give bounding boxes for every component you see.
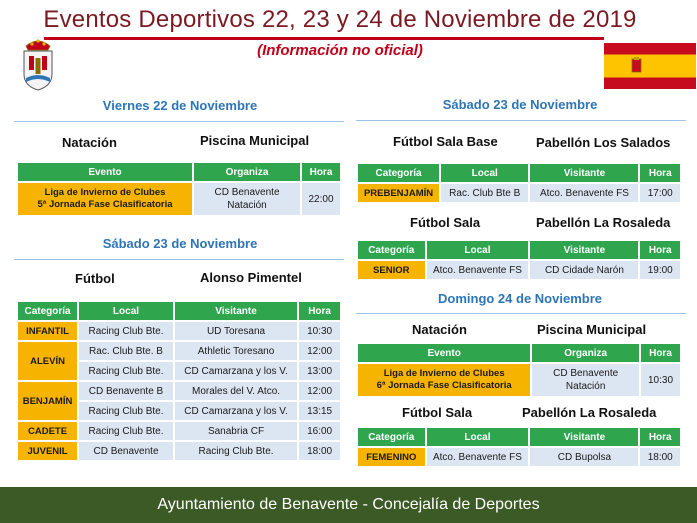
- column-header-category: Categoría: [358, 241, 425, 259]
- column-header-time: Hora: [640, 428, 680, 446]
- sunday-swim-sport-label: Natación: [412, 322, 467, 337]
- page-title: Eventos Deportivos 22, 23 y 24 de Noviembre de 2019: [43, 6, 637, 33]
- column-header-local: Local: [427, 241, 529, 259]
- futsal-sport-label: Fútbol Sala: [410, 215, 481, 230]
- column-header-local: Local: [441, 164, 528, 182]
- column-header-category: Categoría: [358, 164, 439, 182]
- sunday-futsal-table: [356, 426, 682, 468]
- time-cell: 10:30: [641, 364, 680, 396]
- column-header-local: Local: [79, 302, 173, 320]
- column-header-time: Hora: [641, 344, 680, 362]
- local-cell: Rac. Club Bte. B: [79, 342, 173, 360]
- column-header-time: Hora: [302, 163, 340, 181]
- time-cell: 12:00: [299, 342, 340, 360]
- table-row: [358, 448, 680, 466]
- section-divider: [14, 121, 344, 122]
- visitor-cell: CD Bupolsa: [530, 448, 638, 466]
- local-cell: Racing Club Bte.: [79, 362, 173, 380]
- table-row: [18, 183, 340, 215]
- sunday-swim-table: [356, 342, 682, 398]
- column-header-visitor: Visitante: [530, 428, 638, 446]
- local-cell: CD Benavente B: [79, 382, 173, 400]
- table-row: [18, 442, 340, 460]
- futsal-base-table: [356, 162, 682, 204]
- table-row: [18, 342, 340, 360]
- organizer-cell: CD Benavente Natación: [194, 183, 300, 215]
- visitor-cell: Athletic Toresano: [175, 342, 297, 360]
- futsal-senior-table: [356, 239, 682, 281]
- column-header-organizer: Organiza: [532, 344, 639, 362]
- saturday-sport-label: Fútbol: [75, 271, 115, 286]
- time-cell: 16:00: [299, 422, 340, 440]
- visitor-cell: CD Camarzana y los V.: [175, 362, 297, 380]
- category-cell: CADETE: [18, 422, 77, 440]
- organizer-cell: CD Benavente Natación: [532, 364, 639, 396]
- column-header-time: Hora: [299, 302, 340, 320]
- local-cell: Racing Club Bte.: [79, 402, 173, 420]
- column-header-category: Categoría: [18, 302, 77, 320]
- footer-bar: [0, 487, 697, 523]
- column-header-time: Hora: [640, 241, 680, 259]
- column-header-time: Hora: [640, 164, 680, 182]
- category-cell: JUVENIL: [18, 442, 77, 460]
- column-header-visitor: Visitante: [175, 302, 297, 320]
- visitor-cell: Sanabria CF: [175, 422, 297, 440]
- category-cell: INFANTIL: [18, 322, 77, 340]
- visitor-cell: CD Camarzana y los V.: [175, 402, 297, 420]
- section-heading-friday: Viernes 22 de Noviembre: [102, 98, 258, 113]
- table-row: [358, 364, 680, 396]
- spain-flag-icon: [604, 43, 696, 89]
- futsal-base-sport-label: Fútbol Sala Base: [393, 134, 498, 149]
- category-cell: FEMENINO: [358, 448, 425, 466]
- sunday-swim-venue-label: Piscina Municipal: [537, 322, 647, 337]
- local-cell: Racing Club Bte.: [79, 322, 173, 340]
- local-cell: CD Benavente: [79, 442, 173, 460]
- time-cell: 17:00: [640, 184, 680, 202]
- column-header-visitor: Visitante: [530, 164, 638, 182]
- category-cell: ALEVÍN: [18, 342, 77, 380]
- table-row: [358, 261, 680, 279]
- column-header-local: Local: [427, 428, 529, 446]
- table-row: [18, 322, 340, 340]
- time-cell: 22:00: [302, 183, 340, 215]
- local-cell: Atco. Benavente FS: [427, 448, 529, 466]
- local-cell: Rac. Club Bte B: [441, 184, 528, 202]
- visitor-cell: Morales del V. Atco.: [175, 382, 297, 400]
- time-cell: 19:00: [640, 261, 680, 279]
- section-heading-saturday: Sábado 23 de Noviembre: [102, 236, 258, 251]
- visitor-cell: Racing Club Bte.: [175, 442, 297, 460]
- column-header-visitor: Visitante: [530, 241, 638, 259]
- visitor-cell: UD Toresana: [175, 322, 297, 340]
- column-header-organizer: Organiza: [194, 163, 300, 181]
- saturday-football-table: [16, 300, 342, 462]
- event-cell: Liga de Invierno de Clubes 6ª Jornada Fase Clasificatoria: [358, 364, 530, 396]
- category-cell: BENJAMÍN: [18, 382, 77, 420]
- column-header-event: Evento: [358, 344, 530, 362]
- visitor-cell: CD Cidade Narón: [530, 261, 638, 279]
- time-cell: 18:00: [299, 442, 340, 460]
- time-cell: 13:00: [299, 362, 340, 380]
- friday-venue-label: Piscina Municipal: [200, 133, 310, 148]
- event-cell: Liga de Invierno de Clubes 5ª Jornada Fase Clasificatoria: [18, 183, 192, 215]
- time-cell: 12:00: [299, 382, 340, 400]
- column-header-category: Categoría: [358, 428, 425, 446]
- local-cell: Racing Club Bte.: [79, 422, 173, 440]
- visitor-cell: Atco. Benavente FS: [530, 184, 638, 202]
- futsal-venue-label: Pabellón La Rosaleda: [536, 215, 671, 230]
- section-heading-saturday-right: Sábado 23 de Noviembre: [442, 97, 598, 112]
- local-cell: Atco. Benavente FS: [427, 261, 529, 279]
- section-divider: [14, 259, 344, 260]
- table-row: [18, 422, 340, 440]
- sunday-futsal-sport-label: Fútbol Sala: [402, 405, 473, 420]
- saturday-venue-label: Alonso Pimentel: [200, 270, 302, 285]
- title-underline: [44, 37, 604, 40]
- friday-events-table: [16, 161, 342, 217]
- time-cell: 10:30: [299, 322, 340, 340]
- time-cell: 18:00: [640, 448, 680, 466]
- section-divider: [356, 120, 686, 121]
- time-cell: 13:15: [299, 402, 340, 420]
- page-subtitle: (Información no oficial): [257, 42, 423, 59]
- section-divider: [356, 313, 686, 314]
- friday-sport-label: Natación: [62, 135, 117, 150]
- category-cell: SENIOR: [358, 261, 425, 279]
- column-header-event: Evento: [18, 163, 192, 181]
- table-row: [18, 382, 340, 400]
- table-row: [358, 184, 680, 202]
- futsal-base-venue-label: Pabellón Los Salados: [536, 135, 671, 150]
- coat-of-arms-icon: [20, 36, 56, 92]
- section-heading-sunday: Domingo 24 de Noviembre: [438, 291, 602, 306]
- sunday-futsal-venue-label: Pabellón La Rosaleda: [522, 405, 657, 420]
- footer-text: Ayuntamiento de Benavente - Concejalía de Deportes: [157, 496, 540, 513]
- category-cell: PREBENJAMÍN: [358, 184, 439, 202]
